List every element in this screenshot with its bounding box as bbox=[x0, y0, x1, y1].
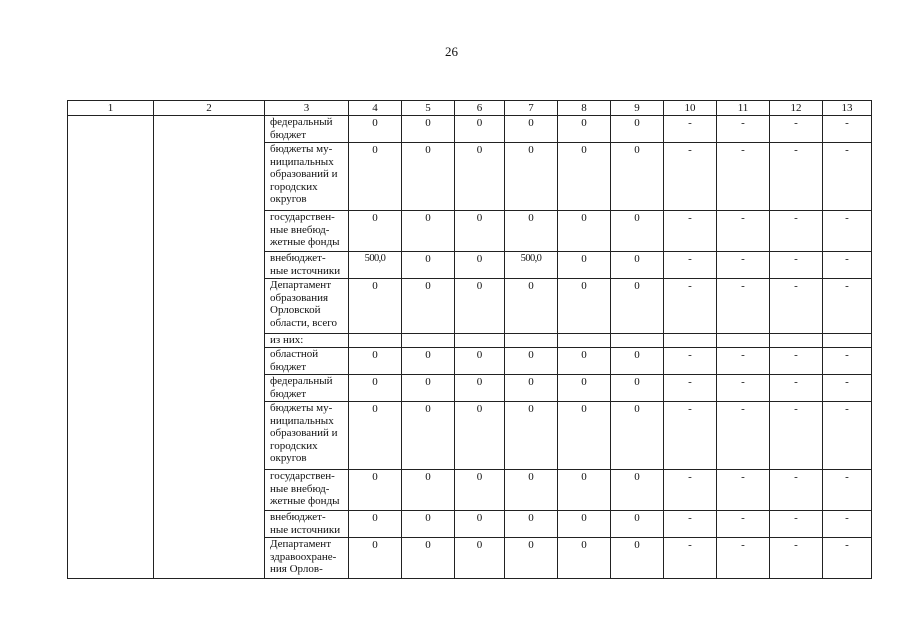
value-cell-col-4: 500,0 bbox=[349, 252, 402, 279]
funding-source-cell: из них: bbox=[265, 334, 349, 348]
column-header-7: 7 bbox=[505, 101, 558, 116]
value-cell-col-5: 0 bbox=[402, 279, 455, 334]
funding-source-cell: внебюджет- ные источники bbox=[265, 252, 349, 279]
value-cell-col-7: 0 bbox=[505, 348, 558, 375]
value-cell-col-5 bbox=[402, 334, 455, 348]
value-cell-col-5: 0 bbox=[402, 402, 455, 470]
value-cell-col-4: 0 bbox=[349, 143, 402, 211]
value-cell-col-4: 0 bbox=[349, 511, 402, 538]
value-cell-col-12: - bbox=[770, 252, 823, 279]
column-header-2: 2 bbox=[154, 101, 265, 116]
value-cell-col-11: - bbox=[717, 470, 770, 511]
value-cell-col-7: 0 bbox=[505, 279, 558, 334]
value-cell-col-8: 0 bbox=[558, 538, 611, 579]
value-cell-col-11: - bbox=[717, 538, 770, 579]
value-cell-col-11: - bbox=[717, 375, 770, 402]
column-header-11: 11 bbox=[717, 101, 770, 116]
value-cell-col-12: - bbox=[770, 279, 823, 334]
activity-cell bbox=[154, 116, 265, 579]
funding-source-cell: Департамент образования Орловской области, всего bbox=[265, 279, 349, 334]
value-cell-col-8: 0 bbox=[558, 511, 611, 538]
value-cell-col-10: - bbox=[664, 279, 717, 334]
value-cell-col-7: 0 bbox=[505, 402, 558, 470]
value-cell-col-12: - bbox=[770, 538, 823, 579]
value-cell-col-9: 0 bbox=[611, 402, 664, 470]
value-cell-col-11 bbox=[717, 334, 770, 348]
column-header-8: 8 bbox=[558, 101, 611, 116]
value-cell-col-13: - bbox=[823, 348, 872, 375]
value-cell-col-13: - bbox=[823, 116, 872, 143]
value-cell-col-12: - bbox=[770, 402, 823, 470]
value-cell-col-13: - bbox=[823, 143, 872, 211]
value-cell-col-13: - bbox=[823, 279, 872, 334]
value-cell-col-8: 0 bbox=[558, 116, 611, 143]
value-cell-col-12: - bbox=[770, 470, 823, 511]
value-cell-col-13 bbox=[823, 334, 872, 348]
value-cell-col-10: - bbox=[664, 402, 717, 470]
value-cell-col-10: - bbox=[664, 252, 717, 279]
value-cell-col-8: 0 bbox=[558, 279, 611, 334]
value-cell-col-7: 0 bbox=[505, 375, 558, 402]
value-cell-col-7: 0 bbox=[505, 143, 558, 211]
value-cell-col-4: 0 bbox=[349, 470, 402, 511]
funding-source-cell: областной бюджет bbox=[265, 348, 349, 375]
program-cell bbox=[68, 116, 154, 579]
value-cell-col-9: 0 bbox=[611, 511, 664, 538]
value-cell-col-7: 0 bbox=[505, 538, 558, 579]
value-cell-col-5: 0 bbox=[402, 211, 455, 252]
value-cell-col-11: - bbox=[717, 116, 770, 143]
value-cell-col-4 bbox=[349, 334, 402, 348]
value-cell-col-6: 0 bbox=[455, 116, 505, 143]
funding-source-cell: государствен- ные внебюд- жетные фонды bbox=[265, 470, 349, 511]
funding-source-cell: внебюджет- ные источники bbox=[265, 511, 349, 538]
value-cell-col-11: - bbox=[717, 511, 770, 538]
value-cell-col-6: 0 bbox=[455, 211, 505, 252]
value-cell-col-6: 0 bbox=[455, 375, 505, 402]
value-cell-col-9: 0 bbox=[611, 116, 664, 143]
value-cell-col-10: - bbox=[664, 511, 717, 538]
value-cell-col-4: 0 bbox=[349, 211, 402, 252]
value-cell-col-11: - bbox=[717, 402, 770, 470]
value-cell-col-9: 0 bbox=[611, 470, 664, 511]
value-cell-col-11: - bbox=[717, 348, 770, 375]
funding-source-cell: бюджеты му- ниципальных образований и городских округов bbox=[265, 143, 349, 211]
value-cell-col-10: - bbox=[664, 538, 717, 579]
column-header-6: 6 bbox=[455, 101, 505, 116]
value-cell-col-11: - bbox=[717, 279, 770, 334]
value-cell-col-6: 0 bbox=[455, 143, 505, 211]
value-cell-col-8: 0 bbox=[558, 348, 611, 375]
value-cell-col-7: 0 bbox=[505, 511, 558, 538]
value-cell-col-5: 0 bbox=[402, 375, 455, 402]
value-cell-col-10: - bbox=[664, 375, 717, 402]
value-cell-col-7: 0 bbox=[505, 211, 558, 252]
column-header-4: 4 bbox=[349, 101, 402, 116]
value-cell-col-9: 0 bbox=[611, 348, 664, 375]
value-cell-col-8: 0 bbox=[558, 470, 611, 511]
funding-source-cell: государствен- ные внебюд- жетные фонды bbox=[265, 211, 349, 252]
value-cell-col-5: 0 bbox=[402, 470, 455, 511]
value-cell-col-13: - bbox=[823, 402, 872, 470]
column-header-10: 10 bbox=[664, 101, 717, 116]
value-cell-col-5: 0 bbox=[402, 143, 455, 211]
value-cell-col-12: - bbox=[770, 116, 823, 143]
value-cell-col-6: 0 bbox=[455, 511, 505, 538]
value-cell-col-10: - bbox=[664, 211, 717, 252]
value-cell-col-4: 0 bbox=[349, 375, 402, 402]
value-cell-col-5: 0 bbox=[402, 538, 455, 579]
value-cell-col-9: 0 bbox=[611, 143, 664, 211]
funding-source-cell: бюджеты му- ниципальных образований и городских округов bbox=[265, 402, 349, 470]
value-cell-col-4: 0 bbox=[349, 538, 402, 579]
budget-table bbox=[67, 100, 872, 579]
value-cell-col-9: 0 bbox=[611, 279, 664, 334]
value-cell-col-13: - bbox=[823, 375, 872, 402]
value-cell-col-7: 0 bbox=[505, 470, 558, 511]
value-cell-col-9: 0 bbox=[611, 538, 664, 579]
value-cell-col-11: - bbox=[717, 252, 770, 279]
value-cell-col-9 bbox=[611, 334, 664, 348]
column-header-3: 3 bbox=[265, 101, 349, 116]
value-cell-col-10: - bbox=[664, 348, 717, 375]
value-cell-col-11: - bbox=[717, 143, 770, 211]
value-cell-col-6: 0 bbox=[455, 402, 505, 470]
value-cell-col-10: - bbox=[664, 116, 717, 143]
value-cell-col-10: - bbox=[664, 470, 717, 511]
value-cell-col-5: 0 bbox=[402, 348, 455, 375]
value-cell-col-8: 0 bbox=[558, 252, 611, 279]
value-cell-col-13: - bbox=[823, 470, 872, 511]
value-cell-col-5: 0 bbox=[402, 511, 455, 538]
value-cell-col-8: 0 bbox=[558, 211, 611, 252]
value-cell-col-8 bbox=[558, 334, 611, 348]
value-cell-col-13: - bbox=[823, 211, 872, 252]
value-cell-col-7: 0 bbox=[505, 116, 558, 143]
value-cell-col-8: 0 bbox=[558, 375, 611, 402]
funding-source-cell: федеральный бюджет bbox=[265, 375, 349, 402]
value-cell-col-12: - bbox=[770, 511, 823, 538]
value-cell-col-4: 0 bbox=[349, 279, 402, 334]
header-row bbox=[68, 101, 872, 116]
value-cell-col-12 bbox=[770, 334, 823, 348]
value-cell-col-6: 0 bbox=[455, 470, 505, 511]
value-cell-col-8: 0 bbox=[558, 143, 611, 211]
value-cell-col-6: 0 bbox=[455, 348, 505, 375]
value-cell-col-11: - bbox=[717, 211, 770, 252]
table-row bbox=[68, 116, 872, 143]
value-cell-col-12: - bbox=[770, 143, 823, 211]
value-cell-col-6: 0 bbox=[455, 252, 505, 279]
value-cell-col-9: 0 bbox=[611, 375, 664, 402]
column-header-1: 1 bbox=[68, 101, 154, 116]
column-header-12: 12 bbox=[770, 101, 823, 116]
column-header-13: 13 bbox=[823, 101, 872, 116]
value-cell-col-5: 0 bbox=[402, 252, 455, 279]
value-cell-col-4: 0 bbox=[349, 348, 402, 375]
value-cell-col-6: 0 bbox=[455, 538, 505, 579]
value-cell-col-10 bbox=[664, 334, 717, 348]
value-cell-col-8: 0 bbox=[558, 402, 611, 470]
value-cell-col-13: - bbox=[823, 511, 872, 538]
value-cell-col-5: 0 bbox=[402, 116, 455, 143]
column-header-5: 5 bbox=[402, 101, 455, 116]
value-cell-col-13: - bbox=[823, 252, 872, 279]
value-cell-col-12: - bbox=[770, 348, 823, 375]
value-cell-col-13: - bbox=[823, 538, 872, 579]
value-cell-col-12: - bbox=[770, 211, 823, 252]
value-cell-col-7: 500,0 bbox=[505, 252, 558, 279]
value-cell-col-4: 0 bbox=[349, 402, 402, 470]
value-cell-col-9: 0 bbox=[611, 211, 664, 252]
value-cell-col-6: 0 bbox=[455, 279, 505, 334]
value-cell-col-12: - bbox=[770, 375, 823, 402]
value-cell-col-4: 0 bbox=[349, 116, 402, 143]
value-cell-col-10: - bbox=[664, 143, 717, 211]
page-number: 26 bbox=[445, 44, 458, 59]
value-cell-col-6 bbox=[455, 334, 505, 348]
funding-source-cell: Департамент здравоохране- ния Орлов- bbox=[265, 538, 349, 579]
value-cell-col-7 bbox=[505, 334, 558, 348]
value-cell-col-9: 0 bbox=[611, 252, 664, 279]
funding-source-cell: федеральный бюджет bbox=[265, 116, 349, 143]
column-header-9: 9 bbox=[611, 101, 664, 116]
